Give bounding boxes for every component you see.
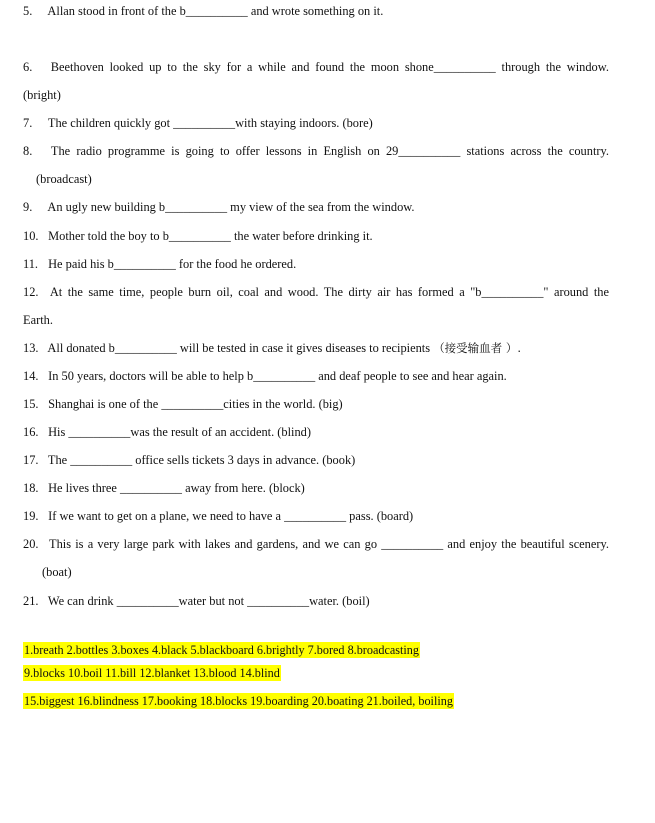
- question-number: 6.: [23, 60, 33, 74]
- question-19: [23, 509, 609, 524]
- question-number: 21.: [23, 594, 39, 608]
- question-number: 18.: [23, 481, 39, 495]
- question-12: [23, 285, 609, 300]
- question-number: 20.: [23, 537, 39, 551]
- question-hint: (boat): [42, 565, 72, 579]
- question-hint: (bright): [23, 88, 61, 102]
- question-8: [23, 144, 609, 159]
- answer-line-3: 15.biggest 16.blindness 17.booking 18.blocks 19.boarding 20.boating 21.boiled, boiling: [24, 694, 453, 708]
- question-number: 7.: [23, 116, 33, 130]
- question-number: 8.: [23, 144, 33, 158]
- question-text: At the same time, people burn oil, coal and wood. The dirty air has formed a "b__________" around the: [49, 285, 609, 299]
- question-18: [23, 481, 609, 496]
- question-number: 17.: [23, 453, 39, 467]
- question-number: 14.: [23, 369, 39, 383]
- question-5: [23, 4, 609, 19]
- question-9: [23, 200, 609, 215]
- question-number: 10.: [23, 229, 39, 243]
- question-number: 13.: [23, 341, 39, 355]
- question-15: [23, 397, 609, 412]
- question-14: [23, 369, 609, 384]
- question-number: 16.: [23, 425, 39, 439]
- question-17: [23, 453, 609, 468]
- question-text: An ugly new building b__________ my view of the sea from the window.: [47, 200, 415, 214]
- question-text: The radio programme is going to offer lessons in English on 29__________ stations across the country.: [50, 144, 609, 158]
- question-text: He paid his b__________ for the food he ordered.: [48, 257, 297, 271]
- question-16: [23, 425, 609, 440]
- question-text: The __________ office sells tickets 3 days in advance. (book): [47, 453, 356, 467]
- question-number: 15.: [23, 397, 39, 411]
- question-text: Shanghai is one of the __________cities in the world. (big): [48, 397, 343, 411]
- question-text: All donated b__________ will be tested in case it gives diseases to recipients: [47, 341, 431, 355]
- question-text: Allan stood in front of the b__________ and wrote something on it.: [47, 4, 384, 18]
- question-number: 12.: [23, 285, 39, 299]
- question-10: [23, 229, 609, 244]
- question-text: We can drink __________water but not __________water. (boil): [47, 594, 370, 608]
- question-text: The children quickly got __________with staying indoors. (bore): [47, 116, 373, 130]
- question-hint: (broadcast): [36, 172, 92, 186]
- answer-line-2: 9.blocks 10.boil 11.bill 12.blanket 13.blood 14.blind: [24, 666, 280, 680]
- question-6-continuation: [23, 88, 609, 103]
- question-number: 19.: [23, 509, 39, 523]
- chinese-gloss: （接受输血者 ）.: [433, 341, 521, 355]
- question-text: In 50 years, doctors will be able to help b__________ and deaf people to see and hear again.: [48, 369, 507, 383]
- question-hint: Earth.: [23, 313, 53, 327]
- question-12-continuation: [23, 313, 609, 328]
- question-text: Mother told the boy to b__________ the water before drinking it.: [48, 229, 373, 243]
- question-text: Beethoven looked up to the sky for a while and found the moon shone__________ through the window.: [50, 60, 609, 74]
- question-number: 9.: [23, 200, 33, 214]
- question-text: He lives three __________ away from here. (block): [48, 481, 305, 495]
- question-number: 11.: [23, 257, 39, 271]
- question-6: [23, 60, 609, 75]
- question-20: [23, 537, 609, 552]
- question-13: [23, 341, 609, 356]
- question-number: 5.: [23, 4, 33, 18]
- question-20-continuation: [42, 565, 615, 580]
- question-8-continuation: [36, 172, 609, 187]
- question-text: This is a very large park with lakes and gardens, and we can go __________ and enjoy the beautiful scenery.: [49, 537, 609, 551]
- answer-line-1: 1.breath 2.bottles 3.boxes 4.black 5.blackboard 6.brightly 7.bored 8.broadcasting: [24, 643, 419, 657]
- question-21: [23, 594, 609, 609]
- question-7: [23, 116, 609, 131]
- question-text: If we want to get on a plane, we need to have a __________ pass. (board): [48, 509, 414, 523]
- question-11: [23, 257, 609, 272]
- question-text: His __________was the result of an accident. (blind): [48, 425, 312, 439]
